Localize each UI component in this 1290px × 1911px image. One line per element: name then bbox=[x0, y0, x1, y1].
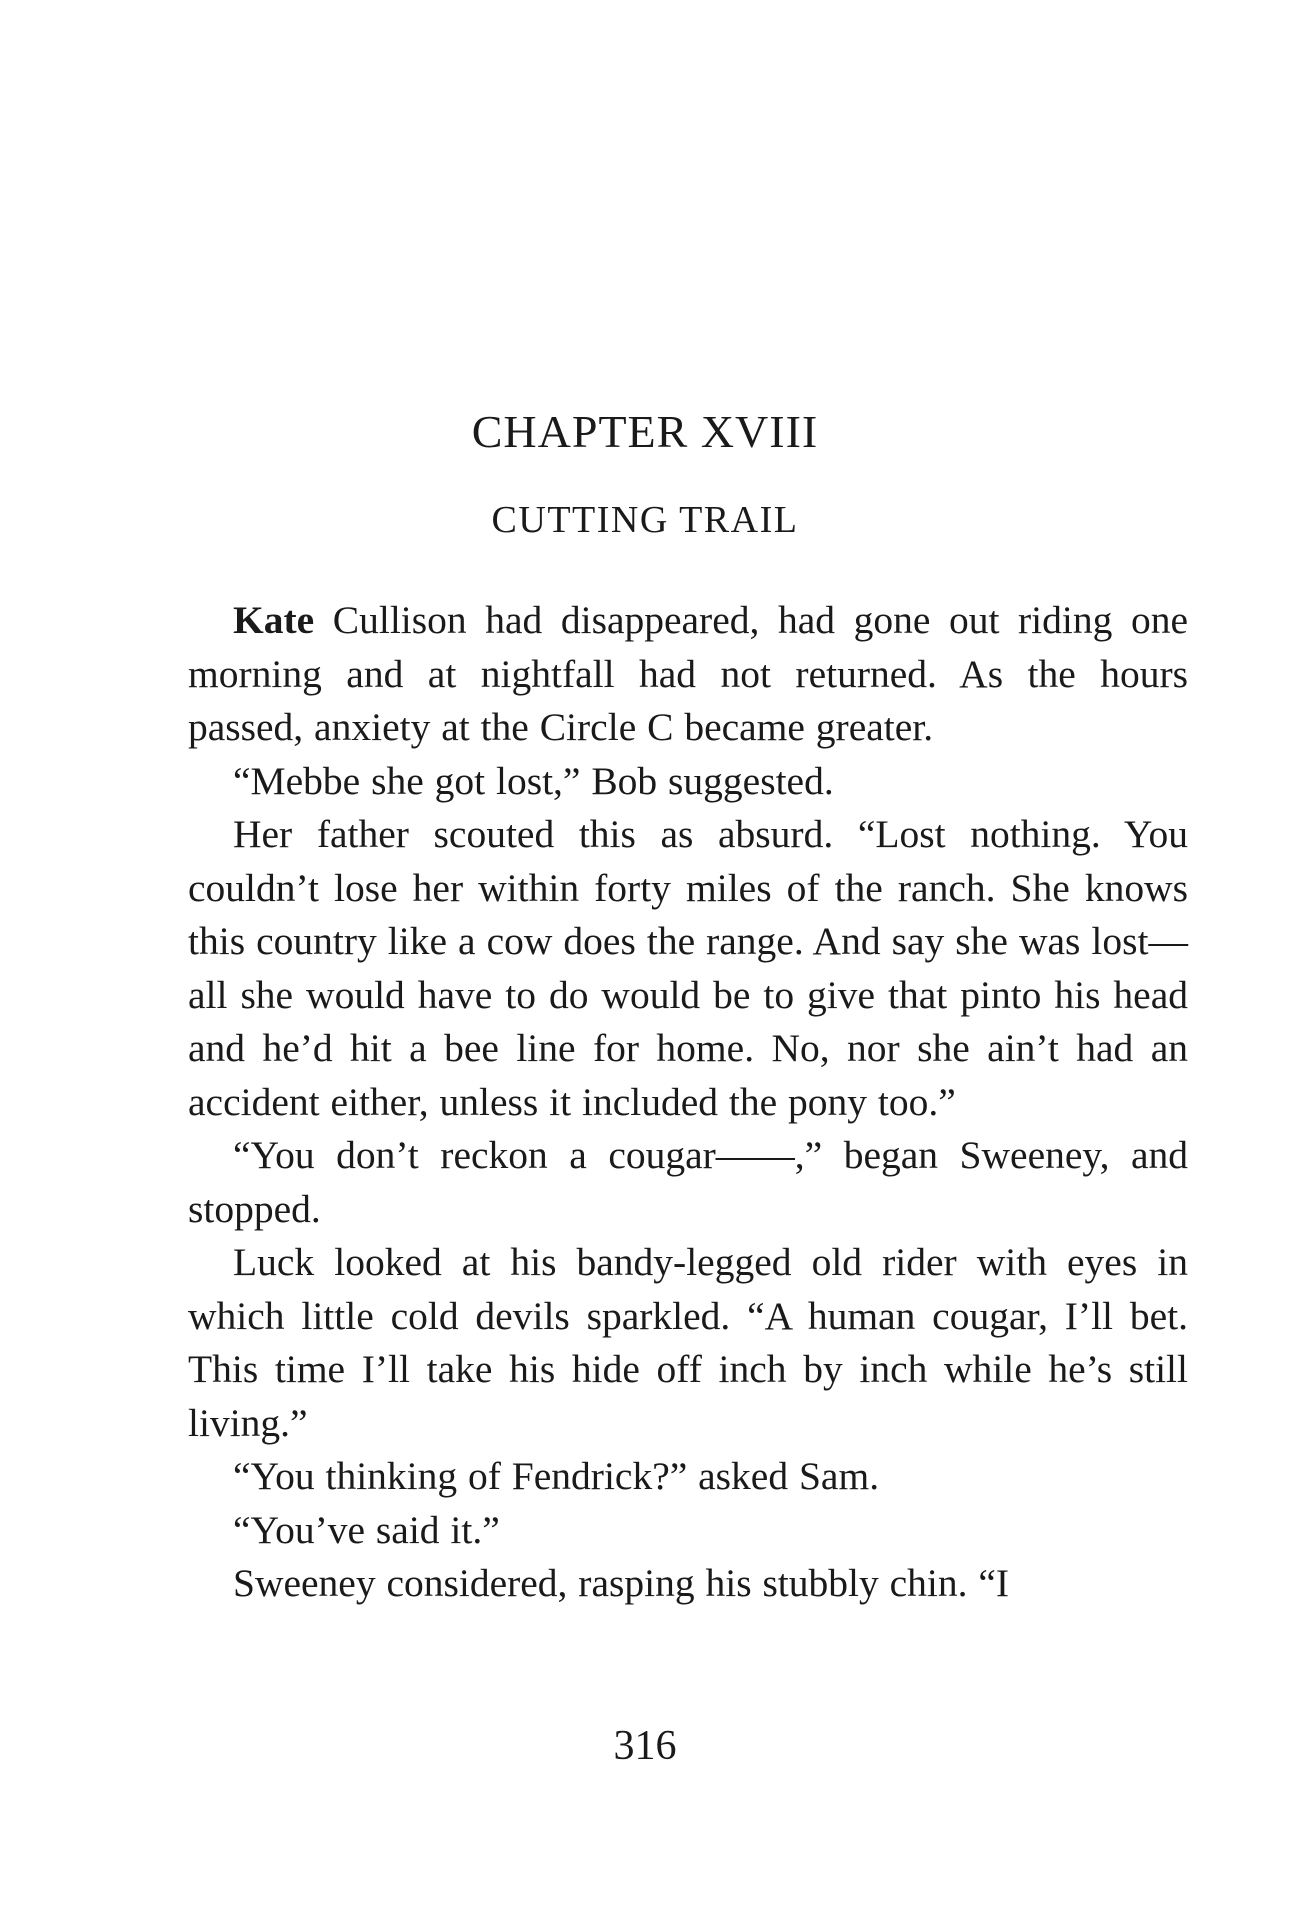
paragraph bbox=[188, 755, 1188, 809]
paragraph bbox=[188, 594, 1188, 755]
paragraph-text: “You don’t reckon a cougar——,” began Sweeney, and stopped. bbox=[188, 1133, 1188, 1231]
paragraph-text: “Mebbe she got lost,” Bob suggested. bbox=[233, 758, 834, 803]
paragraph bbox=[188, 1129, 1188, 1236]
paragraph bbox=[188, 1557, 1188, 1611]
body-text bbox=[188, 594, 1188, 1611]
paragraph-text: Cullison had disappeared, had gone out riding one morning and at nightfall had not returned. As the hours passed, anxiety at the Circle C became greater. bbox=[188, 598, 1188, 749]
paragraph-text: “You’ve said it.” bbox=[233, 1507, 500, 1552]
paragraph bbox=[188, 1450, 1188, 1504]
page-number: 316 bbox=[613, 1723, 677, 1769]
chapter-subtitle: CUTTING TRAIL bbox=[491, 499, 799, 541]
paragraph bbox=[188, 1236, 1188, 1450]
paragraph-text: Sweeney considered, rasping his stubbly chin. “I bbox=[233, 1561, 1010, 1605]
paragraph-text: Her father scouted this as absurd. “Lost nothing. You couldn’t lose her within forty miles of the ranch. She knows this country like a cow does the range. And say she was lost—all she would have to do would be to give that pinto his head and he’d hit a bee line for home. No, nor she ain’t had an accident either, unless it included the pony too.” bbox=[188, 812, 1188, 1124]
paragraph bbox=[188, 1504, 1188, 1558]
paragraph-text: “You thinking of Fendrick?” asked Sam. bbox=[233, 1454, 880, 1498]
chapter-heading: CHAPTER XVIII bbox=[471, 406, 819, 457]
paragraph-text: Luck looked at his bandy-legged old rider with eyes in which little cold devils sparkled. “A human cougar, I’ll bet. This time I’ll take his hide off inch by inch while he’s still living.” bbox=[188, 1240, 1188, 1445]
paragraph bbox=[188, 808, 1188, 1129]
paragraph-first-word: Kate bbox=[233, 598, 315, 642]
